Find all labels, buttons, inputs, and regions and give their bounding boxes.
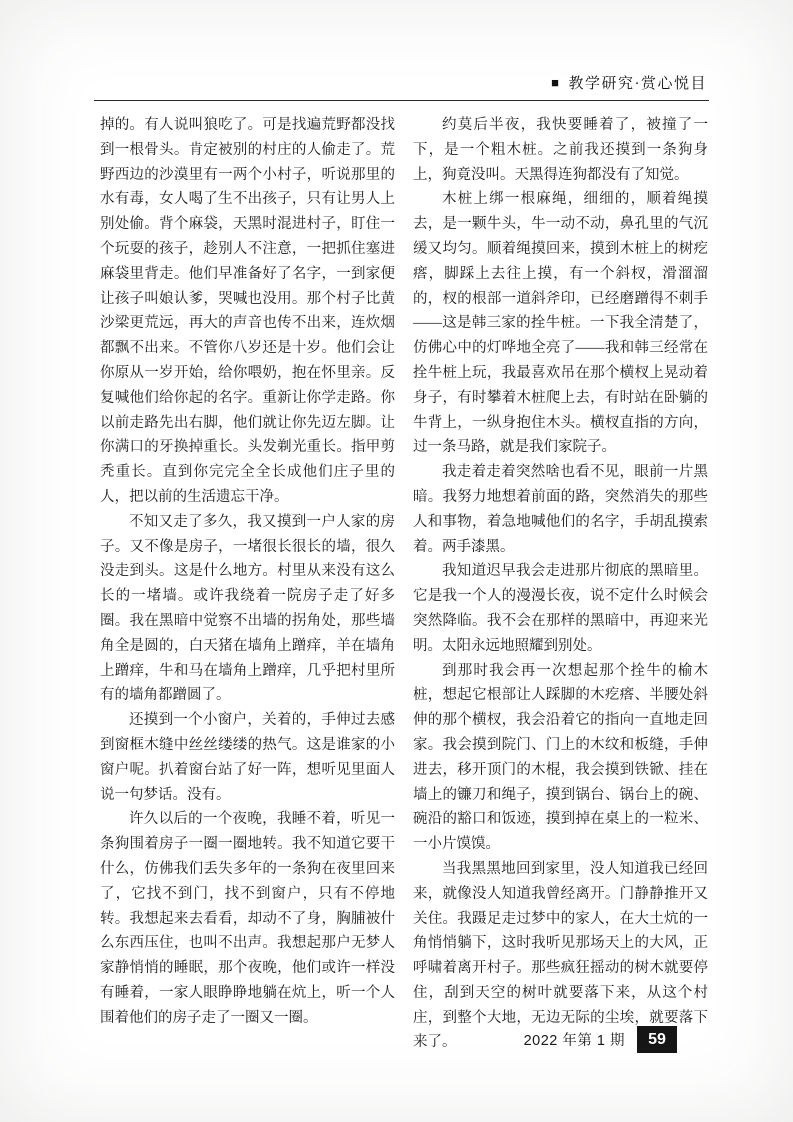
- article-body: [100, 113, 708, 1055]
- section-marker-icon: ■: [551, 75, 561, 90]
- paragraph: 我走着走着突然啥也看不见，眼前一片黑暗。我努力地想着前面的路，突然消失的那些人和事物，着急地喊他们的名字，手胡乱摸索着。两手漆黑。: [413, 464, 708, 555]
- paragraph: 许久以后的一个夜晚，我睡不着，听见一条狗围着房子一圈一圈地转。我不知道它要干什么，仿佛我们丢失多年的一条狗在夜里回来了，它找不到门，找不到窗户，只有不停地转。我想起来去看看，却动不了身，胸脯被什么东西压住，也叫不出声。我想起那户无梦人家静悄悄的睡眠，那个夜晚，他们或许一样没有睡着，一家人眼睁睁地躺在炕上，听一个人围着他们的房子走了一圈又一圈。: [100, 811, 395, 1026]
- paragraph: 掉的。有人说叫狼吃了。可是找遍荒野都没找到一根骨头。肯定被别的村庄的人偷走了。荒野西边的沙漠里有一两个小村子，听说那里的水有毒，女人喝了生不出孩子，只有让男人上别处偷。背个麻袋，天黑时混进村子，盯住一个玩耍的孩子，趁别人不注意，一把抓住塞进麻袋里背走。他们早准备好了名字，一到家便让孩子叫娘认爹，哭喊也没用。那个村子比黄沙梁更荒远，再大的声音也传不出来，连炊烟都飘不出来。不管你八岁还是十岁。他们会让你原从一岁开始，给你喂奶，抱在怀里亲。反复喊他们给你起的名字。重新让你学走路。你以前走路先出右脚，他们就让你先迈左脚。让你满口的牙换掉重长。头发剃光重长。指甲剪秃重长。直到你完完全全长成他们庄子里的人，把以前的生活遗忘干净。: [100, 117, 395, 505]
- paragraph: 还摸到一个小窗户，关着的，手伸过去感到窗框木缝中丝丝缕缕的热气。这是谁家的小窗户呢。扒着窗台站了好一阵，想听见里面人说一句梦话。没有。: [100, 712, 395, 803]
- section-title: 教学研究·赏心悦目: [568, 76, 707, 92]
- issue-label: 2022 年第 1 期: [523, 1033, 625, 1049]
- header-divider: [94, 100, 709, 101]
- page-footer: [524, 1026, 677, 1053]
- paragraph: 到那时我会再一次想起那个拴牛的榆木桩，想起它根部让人踩脚的木疙瘩、半腰处斜伸的那个横杈，我会沿着它的指向一直地走回家。我会摸到院门、门上的木纹和板缝，手伸进去，移开顶门的木棍，我会摸到铁锨、挂在墙上的镰刀和绳子，摸到锅台、锅台上的碗、碗沿的豁口和饭迹，摸到掉在桌上的一粒米、一小片馍馍。: [413, 662, 708, 853]
- paragraph: 约莫后半夜，我快要睡着了，被撞了一下，是一个粗木桩。之前我还摸到一条狗身上，狗竟没叫。天黑得连狗都没有了知觉。: [413, 117, 708, 183]
- paragraph: 木桩上绑一根麻绳，细细的，顺着绳摸去，是一颗牛头，牛一动不动，鼻孔里的气沉缓又均匀。顺着绳摸回来，摸到木桩上的树疙瘩，脚踩上去往上摸，有一个斜杈，滑溜溜的，杈的根部一道斜斧印，已经磨蹭得不刺手——这是韩三家的拴牛桩。一下我全清楚了，仿佛心中的灯哗地全亮了——我和韩三经常在拴牛桩上玩，我最喜欢吊在那个横杈上晃动着身子，有时攀着木桩爬上去，有时站在卧躺的牛背上，一纵身抱住木头。横杈直指的方向，过一条马路，就是我们家院子。: [413, 191, 708, 456]
- left-column: [100, 113, 395, 1055]
- paragraph: 不知又走了多久，我又摸到一户人家的房子。又不像是房子，一堵很长很长的墙，很久没走到头。这是什么地方。村里从来没有这么长的一堵墙。或许我绕着一院房子走了好多圈。我在黑暗中觉察不出墙的拐角处，那些墙角全是圆的，白天猪在墙角上蹭痒，羊在墙角上蹭痒，牛和马在墙角上蹭痒，几乎把村里所有的墙角都蹭圆了。: [100, 513, 395, 704]
- paragraph: 我知道迟早我会走进那片彻底的黑暗里。它是我一个人的漫漫长夜，说不定什么时候会突然降临。我不会在那样的黑暗中，再迎来光明。太阳永远地照耀到别处。: [413, 563, 708, 654]
- right-column: [413, 113, 708, 1055]
- section-header: [551, 72, 707, 93]
- paragraph: 当我黑黑地回到家里，没人知道我已经回来，就像没人知道我曾经离开。门静静推开又关住。我蹑足走过梦中的家人，在大土炕的一角悄悄躺下，这时我听见那场天上的大风，正呼啸着离开村子。那些疯狂摇动的树木就要停住，刮到天空的树叶就要落下来，从这个村庄，到整个大地，无边无际的尘埃，就要落下来了。: [413, 860, 708, 1051]
- page-number-badge: 59: [637, 1026, 677, 1053]
